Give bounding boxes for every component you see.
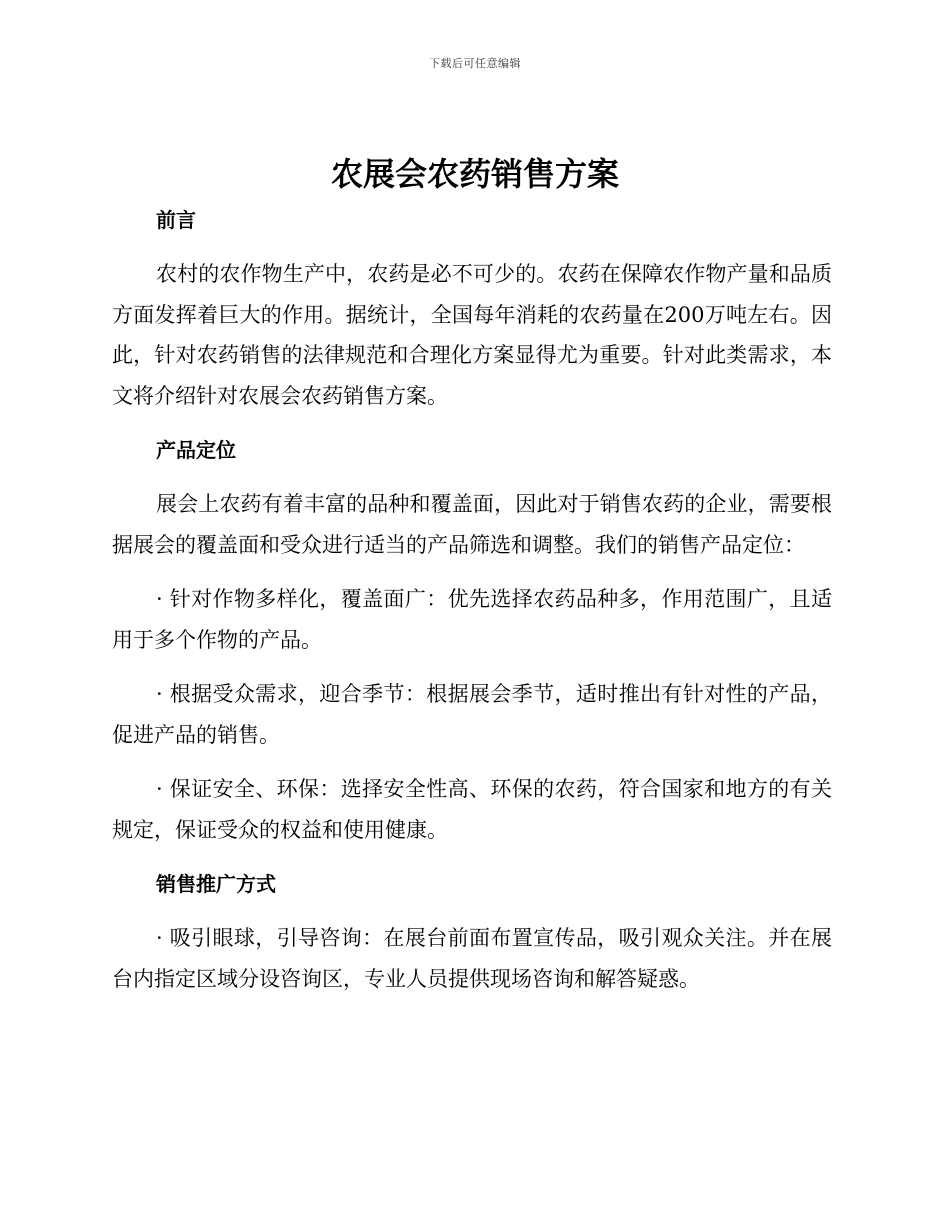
paragraph: 农村的农作物生产中，农药是必不可少的。农药在保障农作物产量和品质方面发挥着巨大的作用。据统计，全国每年消耗的农药量在200万吨左右。因此，针对农药销售的法律规范和合理化方案显得尤为重要。针对此类需求，本文将介绍针对农展会农药销售方案。 (112, 262, 832, 408)
bullet-item: · 吸引眼球，引导咨询：在展台前面布置宣传品，吸引观众关注。并在展台内指定区域分设咨询区，专业人员提供现场咨询和解答疑惑。 (112, 926, 832, 991)
bullet-item: · 保证安全、环保：选择安全性高、环保的农药，符合国家和地方的有关规定，保证受众的权益和使用健康。 (112, 777, 832, 842)
header-note: 下载后可任意编辑 (429, 57, 521, 70)
bullet-item: · 针对作物多样化，覆盖面广：优先选择农药品种多，作用范围广，且适用于多个作物的产品。 (112, 587, 832, 652)
bullet-item: · 根据受众需求，迎合季节：根据展会季节，适时推出有针对性的产品，促进产品的销售。 (112, 682, 832, 747)
document-body (112, 200, 832, 1013)
section-heading-sales-promotion: 销售推广方式 (156, 872, 276, 896)
document-title: 农展会农药销售方案 (330, 155, 619, 193)
section-heading-product-positioning: 产品定位 (156, 438, 236, 462)
section-heading-preface: 前言 (156, 208, 196, 232)
paragraph: 展会上农药有着丰富的品种和覆盖面，因此对于销售农药的企业，需要根据展会的覆盖面和受众进行适当的产品筛选和调整。我们的销售产品定位： (112, 492, 832, 557)
